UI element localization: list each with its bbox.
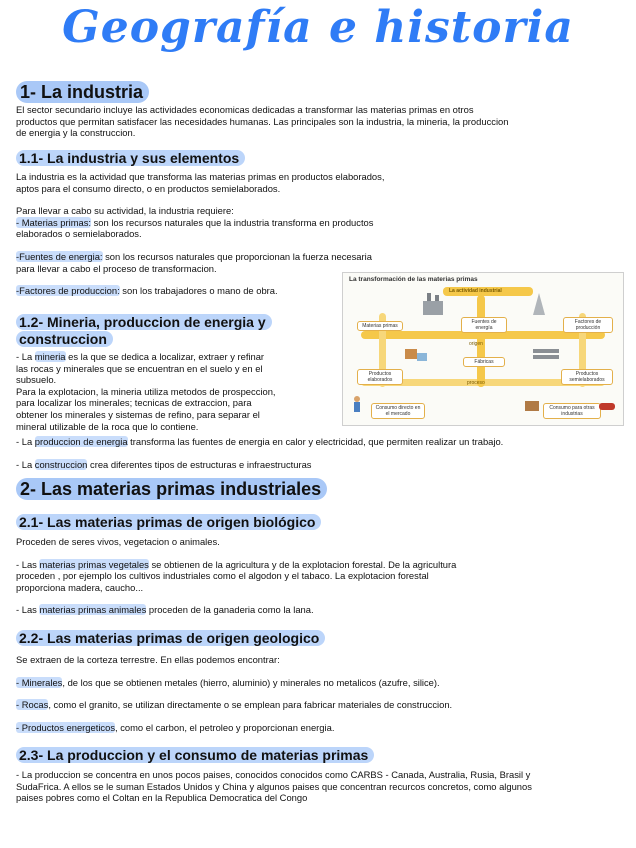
person-icon: [354, 396, 360, 412]
page-title: Geografía e historia: [62, 2, 574, 53]
mineria-paragraph: [16, 351, 341, 432]
text-line: obtener los minerales y sistemas de refino, para separar el: [16, 408, 260, 420]
text-line: SudaFrica. A ellos se le suman Estados Unidos y China y algunos paises que concentran recurcos concretos, como algunos: [16, 780, 532, 792]
mineria-term: mineria: [34, 351, 66, 362]
subsection-2-2-heading: [16, 630, 325, 646]
diagram-label-proceso: proceso: [467, 380, 485, 386]
text-fragment: - La: [16, 459, 35, 470]
subsection-2-2-body: [16, 654, 626, 733]
produccion-energia-term: produccion de energia: [34, 436, 128, 447]
text-line: para llevar a cabo el proceso de transformacion.: [16, 262, 217, 274]
fuentes-energia-desc: son los recursos naturales que proporcionan la fuerza necesaria: [102, 250, 372, 262]
text-line: Proceden de seres vivos, vegetacion o animales.: [16, 536, 220, 547]
construccion-paragraph: [16, 459, 626, 471]
subsection-2-1-body: [16, 536, 626, 616]
productos-energeticos-term: - Productos energeticos: [16, 721, 116, 733]
subsection-1-2-heading: [16, 314, 272, 348]
factory-icon: [423, 293, 443, 315]
section-1-heading-text: 1- La industria: [16, 81, 149, 103]
diagram-node-materias: Materias primas: [357, 321, 403, 331]
subsection-1-2-heading-line: construccion: [16, 331, 113, 347]
text-line: - La produccion se concentra en unos pocos paises, conocidos conocidos como CARBS - Canada, Australia, Rusia, Brasil y: [16, 769, 531, 780]
diagram-node-factores: Factores de producción: [563, 317, 613, 333]
section-2-heading: [16, 479, 327, 500]
text-fragment: , de los que se obtienen metales (hierro, aluminio) y minerales no metalicos (azufre, silice).: [62, 676, 440, 688]
diagram-node-consumo-directo: Consumo directo en el mercado: [371, 403, 425, 419]
text-fragment: - Las: [16, 558, 40, 570]
factores-produccion-desc: son los trabajadores o mano de obra.: [119, 285, 278, 297]
energia-paragraph: [16, 436, 626, 448]
subsection-2-1-heading-text: 2.1- Las materias primas de origen biológico: [16, 514, 321, 530]
transformation-diagram: [342, 272, 624, 426]
section-2-heading-text: 2- Las materias primas industriales: [16, 478, 327, 500]
subsection-1-1-heading-text: 1.1- La industria y sus elementos: [16, 150, 245, 166]
rocas-term: - Rocas: [16, 699, 49, 711]
diagram-illustrations: [343, 273, 623, 425]
diagram-node-semielaborados: Productos semielaborados: [561, 369, 613, 385]
diagram-label-origen: origen: [469, 341, 483, 347]
text-line: Para llevar a cabo su actividad, la industria requiere:: [16, 205, 234, 217]
diagram-node-fabricas: Fábricas: [463, 357, 505, 367]
intro-line: productos que permitan satisfacer las necesidades humanas. Las principales son la industria, la mineria, la produccion: [16, 115, 509, 127]
text-fragment: , como el granito, se utilizan directamente o se emplean para fabricar materiales de construccion.: [48, 699, 453, 711]
text-line: las rocas y minerales que se encuentran en el suelo y en el: [16, 362, 263, 374]
text-fragment: , como el carbon, el petroleo y proporcionan energia.: [115, 721, 335, 733]
fuentes-energia-term: -Fuentes de energia:: [16, 250, 103, 262]
diagram-label-top: La actividad industrial: [449, 288, 502, 294]
subsection-2-3-body: [16, 769, 628, 804]
materias-primas-desc: son los recursos naturales que la industria transforma en productos: [91, 216, 374, 228]
diagram-node-elaborados: Productos elaborados: [357, 369, 403, 385]
intro-line: de energia y la construccion.: [16, 127, 136, 139]
text-fragment: - La: [16, 436, 35, 447]
crates-icon: [405, 349, 427, 361]
construccion-term: construccion: [34, 459, 88, 470]
text-line: para localizar los minerales; tecnicas de extraccion, para: [16, 397, 252, 409]
text-fragment: - La: [16, 351, 35, 362]
car-icon: [599, 403, 615, 410]
text-line: aptos para el consumo directo, o en productos semielaborados.: [16, 182, 281, 194]
diagram-node-fuentes: Fuentes de energía: [461, 317, 507, 333]
intro-line: El sector secundario incluye las actividades economicas dedicadas a transformar las materias primas en otros: [16, 104, 474, 115]
factores-produccion-term: -Factores de produccion:: [16, 285, 120, 297]
text-line: Para la explotacion, la mineria utiliza metodos de prospeccion,: [16, 385, 276, 397]
text-fragment: es la que se dedica a localizar, extraer y refinar: [65, 351, 265, 362]
text-fragment: proceden de la ganaderia como la lana.: [146, 604, 314, 616]
text-line: proporciona madera, caucho...: [16, 581, 144, 593]
diagram-caption: La transformación de las materias primas: [349, 276, 478, 283]
section-1-intro: [16, 104, 616, 139]
text-line: elaborados o semielaborados.: [16, 228, 142, 240]
text-fragment: - Las: [16, 604, 40, 616]
subsection-2-2-heading-text: 2.2- Las materias primas de origen geologico: [16, 630, 325, 646]
section-1-heading: [16, 82, 149, 103]
tower-icon: [533, 293, 545, 315]
text-fragment: crea diferentes tipos de estructuras e infraestructuras: [87, 459, 312, 470]
text-line: paises pobres como el Coltan en la Republica Democratica del Congo: [16, 792, 308, 804]
text-fragment: transforma las fuentes de energia en calor y electricidad, que permiten realizar un trabajo.: [127, 436, 504, 447]
text-fragment: se obtienen de la agricultura y de la explotacion forestal. De la agricultura: [148, 558, 457, 570]
fuentes-energia-item: [16, 251, 486, 263]
furniture-icon: [525, 401, 539, 411]
pipes-icon: [533, 349, 559, 359]
subsection-1-2-heading-line: 1.2- Mineria, produccion de energia y: [16, 314, 272, 330]
text-line: subsuelo.: [16, 374, 57, 386]
diagram-node-consumo-otras: Consumo para otras industrias: [543, 403, 601, 419]
materias-primas-item: [16, 217, 486, 229]
text-line: Se extraen de la corteza terrestre. En ellas podemos encontrar:: [16, 654, 280, 665]
text-line: La industria es la actividad que transforma las materias primas en productos elaborados,: [16, 171, 385, 182]
materias-vegetales-term: materias primas vegetales: [39, 558, 149, 570]
subsection-1-1-heading: [16, 150, 245, 166]
subsection-2-3-heading: [16, 747, 374, 763]
subsection-2-1-heading: [16, 514, 321, 530]
minerales-term: - Minerales: [16, 676, 63, 688]
text-line: proceden , por ejemplo los cultivos industriales como el algodon y el tabaco. La explotacion forestal: [16, 570, 429, 582]
text-line: mineral utilizable de la roca que lo contiene.: [16, 420, 199, 432]
materias-animales-term: materias primas animales: [39, 604, 147, 616]
materias-primas-term: - Materias primas:: [16, 216, 92, 228]
subsection-2-3-heading-text: 2.3- La produccion y el consumo de materias primas: [16, 747, 374, 763]
